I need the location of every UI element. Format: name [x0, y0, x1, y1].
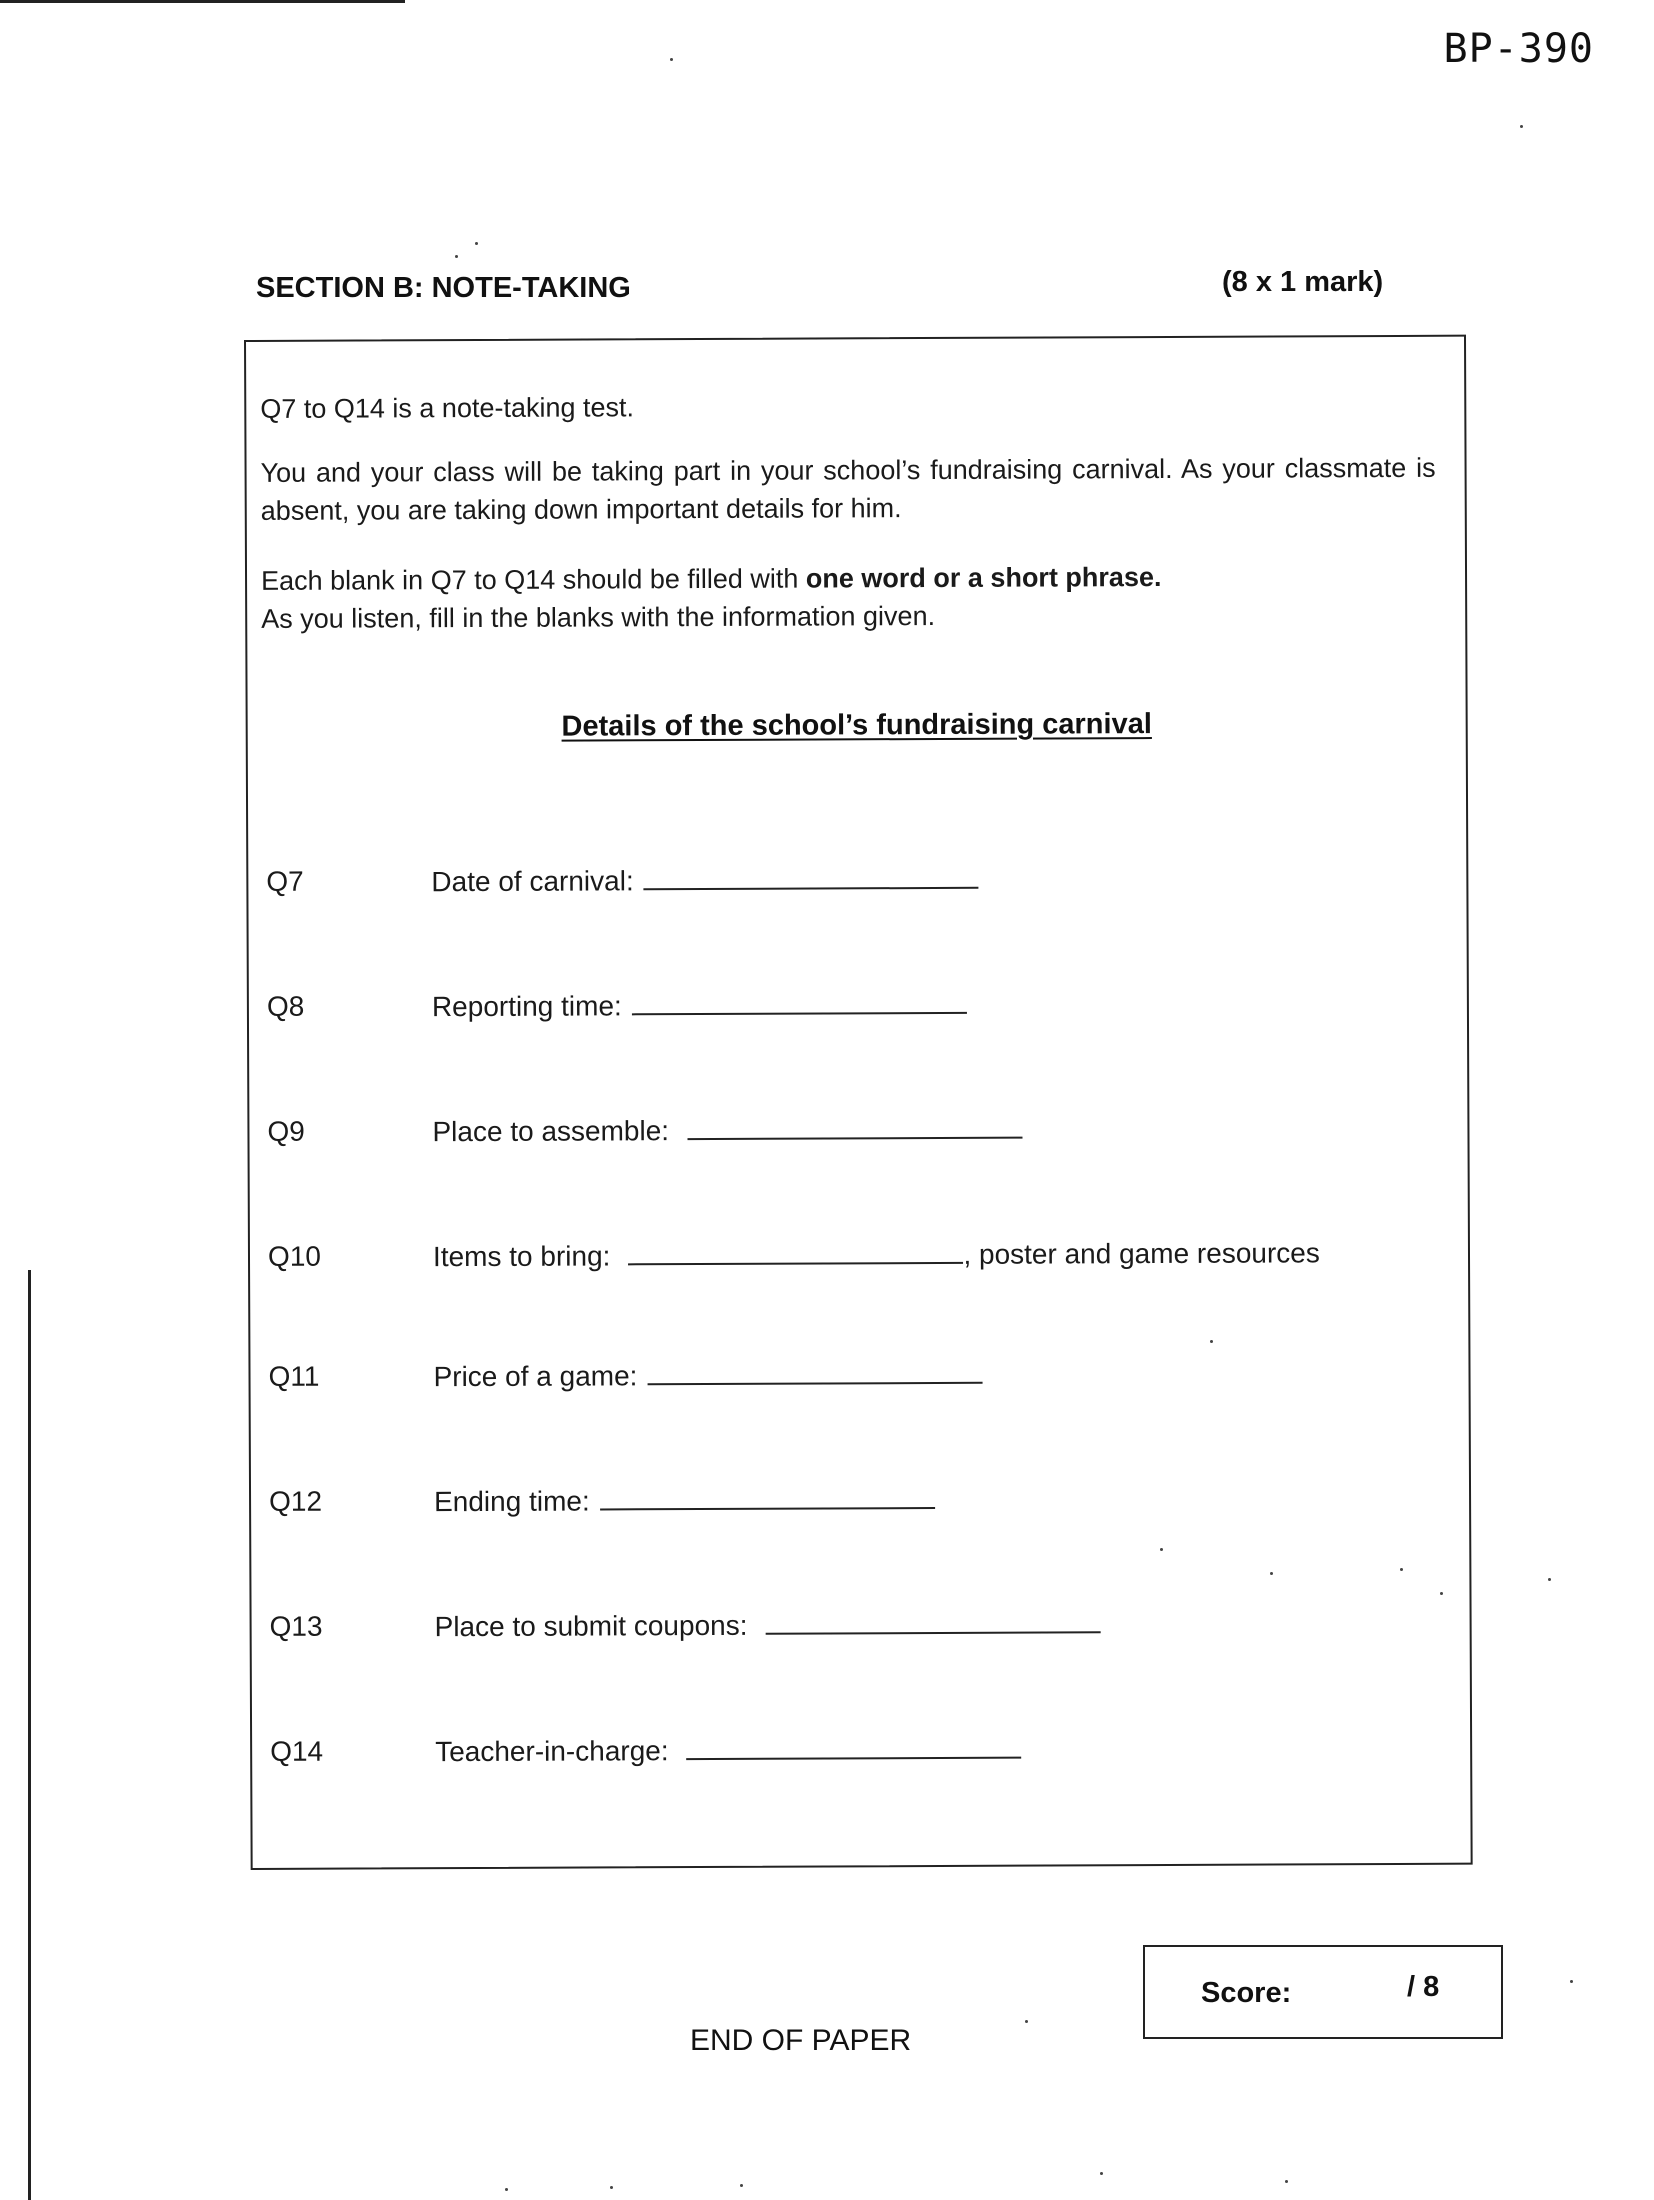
- scan-speck: [1440, 1592, 1443, 1595]
- scan-speck: [1100, 2172, 1103, 2175]
- question-label: Place to assemble:: [432, 1115, 670, 1148]
- question-body: [432, 1109, 1022, 1153]
- scan-speck: [1025, 2020, 1028, 2023]
- instruction-line-3-bold: one word or a short phrase.: [805, 561, 1162, 594]
- question-number: Q10: [267, 1240, 322, 1272]
- question-label: Reporting time:: [431, 990, 622, 1023]
- scan-speck: [610, 2186, 613, 2189]
- question-number: Q9: [267, 1115, 305, 1147]
- question-label: Teacher-in-charge:: [435, 1735, 669, 1768]
- section-title: SECTION B: NOTE-TAKING: [256, 272, 631, 304]
- question-label: Place to submit coupons:: [434, 1609, 748, 1643]
- question-body: [435, 1603, 1101, 1647]
- answer-blank-q9[interactable]: [687, 1109, 1022, 1140]
- scan-speck: [1520, 125, 1523, 128]
- question-number: Q12: [269, 1485, 323, 1517]
- answer-blank-q10[interactable]: [628, 1234, 963, 1265]
- scan-speck: [1160, 1548, 1163, 1551]
- end-of-paper-text: END OF PAPER: [690, 2024, 912, 2057]
- answer-blank-q13[interactable]: [765, 1603, 1100, 1634]
- question-label: Items to bring:: [432, 1240, 611, 1273]
- question-row-q13: [270, 1602, 1450, 1651]
- question-row-q12: [269, 1477, 1449, 1526]
- scan-speck: [505, 2188, 508, 2191]
- question-body: [434, 1479, 935, 1522]
- question-number: Q13: [269, 1610, 323, 1642]
- question-body: [433, 1354, 982, 1397]
- scan-speck: [670, 58, 673, 61]
- question-row-q11: [268, 1352, 1448, 1401]
- instruction-line-2: You and your class will be taking part in your school’s fundraising carnival. As your classmate is absent, you are taking down important details for him.: [260, 452, 1436, 526]
- scan-speck: [1285, 2180, 1288, 2183]
- instruction-line-1: Q7 to Q14 is a note-taking test.: [260, 392, 635, 424]
- paper-code: BP-390: [1443, 26, 1594, 72]
- score-box: [1143, 1945, 1503, 2039]
- question-row-q9: [267, 1107, 1447, 1156]
- scan-speck: [475, 242, 478, 245]
- question-row-q14: [270, 1727, 1450, 1776]
- question-body: [431, 859, 979, 902]
- answer-blank-q7[interactable]: [644, 859, 979, 890]
- scan-speck: [1270, 1572, 1273, 1575]
- score-total: / 8: [1407, 1971, 1440, 2003]
- instruction-line-3: [261, 557, 1436, 638]
- question-label: Date of carnival:: [431, 865, 634, 898]
- scan-speck: [1400, 1568, 1403, 1571]
- scan-speck: [1210, 1340, 1213, 1343]
- question-body: [435, 1729, 1022, 1773]
- answer-blank-q11[interactable]: [647, 1354, 982, 1385]
- scan-speck: [1570, 1980, 1573, 1983]
- instruction-line-4: As you listen, fill in the blanks with the information given.: [261, 600, 936, 634]
- answer-blank-q14[interactable]: [687, 1729, 1022, 1760]
- top-edge-rule: [0, 0, 405, 3]
- instruction-line-3-text: Each blank in Q7 to Q14 should be filled with: [260, 563, 806, 596]
- question-number: Q14: [270, 1735, 324, 1767]
- question-label: Price of a game:: [433, 1360, 638, 1393]
- section-marks: (8 x 1 mark): [1222, 266, 1384, 298]
- question-body: [433, 1232, 1320, 1277]
- question-number: Q11: [268, 1360, 320, 1392]
- question-box: [244, 335, 1473, 1870]
- question-body: [432, 984, 967, 1027]
- answer-blank-q8[interactable]: [632, 984, 967, 1015]
- score-label: Score:: [1201, 1977, 1292, 2009]
- left-edge-rule: [28, 1270, 31, 2200]
- scan-speck: [1548, 1578, 1551, 1581]
- scan-speck: [455, 255, 458, 258]
- question-label: Ending time:: [434, 1485, 590, 1518]
- answer-blank-q12[interactable]: [600, 1479, 935, 1510]
- question-row-q7: [266, 857, 1446, 906]
- scan-speck: [740, 2184, 743, 2187]
- details-heading: Details of the school’s fundraising carnival: [561, 708, 1152, 743]
- question-row-q8: [267, 982, 1447, 1031]
- question-number: Q8: [266, 990, 305, 1022]
- question-suffix: , poster and game resources: [963, 1237, 1320, 1270]
- question-number: Q7: [266, 865, 304, 897]
- question-row-q10: [268, 1232, 1448, 1281]
